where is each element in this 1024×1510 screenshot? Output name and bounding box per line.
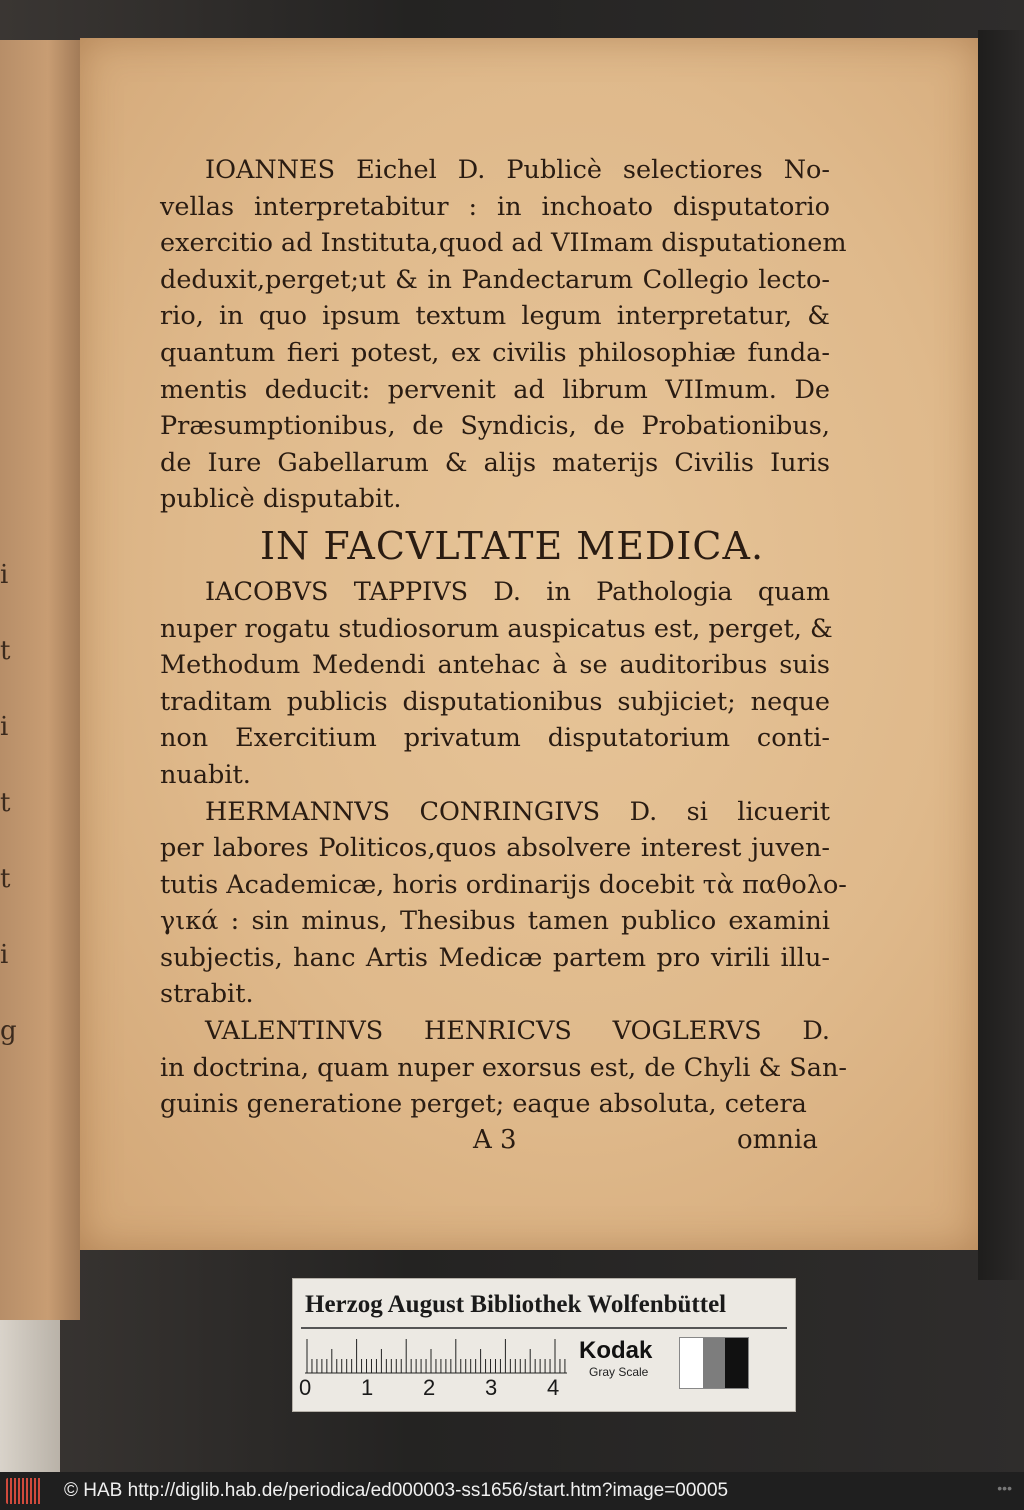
page-text [160, 152, 848, 1123]
margin-glyph: i [0, 712, 9, 742]
text-line: per labores Politicos,quos absolvere interest juven- [160, 833, 830, 864]
ruler-number: 4 [547, 1375, 560, 1400]
gray-scale-patches [679, 1337, 749, 1389]
ruler-number: 0 [299, 1375, 312, 1400]
text-line: deduxit,perget;ut & in Pandectarum Collegio lecto- [160, 264, 830, 295]
margin-glyph: g [0, 1016, 17, 1046]
text-line: HERMANNVS CONRINGIVS D. si licuerit [205, 796, 830, 827]
section-heading: IN FACVLTATE MEDICA. [260, 523, 765, 568]
gray-patch [703, 1338, 726, 1388]
margin-glyph: t [0, 788, 11, 818]
footer-bar [0, 1472, 1024, 1510]
ruler-number: 3 [485, 1375, 498, 1400]
gray-scale-label: Gray Scale [589, 1365, 649, 1379]
gray-patch [725, 1338, 748, 1388]
kodak-logo: Kodak [579, 1337, 653, 1364]
page-shadow [978, 30, 1024, 1280]
text-line: IACOBVS TAPPIVS D. in Pathologia quam [205, 576, 830, 607]
ruler-number: 2 [423, 1375, 436, 1400]
target-title: Herzog August Bibliothek Wolfenbüttel [305, 1291, 727, 1318]
text-line: γικά : sin minus, Thesibus tamen publico examini [160, 906, 830, 937]
margin-glyph: i [0, 940, 9, 970]
text-line: VALENTINVS HENRICVS VOGLERVS D. [205, 1016, 830, 1047]
text-line: vellas interpretabitur : in inchoato disputatorio [160, 191, 830, 222]
left-page-margin-glyphs [0, 560, 20, 1092]
text-line: strabit. [160, 979, 254, 1010]
scale-ruler [305, 1335, 567, 1375]
binding-edge [0, 1320, 60, 1472]
catchword: omnia [737, 1125, 818, 1155]
text-line: exercitio ad Instituta,quod ad VIImam disputationem [160, 228, 847, 259]
text-line: Methodum Medendi antehac à se auditoribus suis [160, 650, 830, 681]
text-line: de Iure Gabellarum & alijs materijs Civilis Iuris [160, 447, 830, 478]
text-line: tutis Academicæ, horis ordinarijs docebit τὰ παθολο- [160, 869, 847, 900]
margin-glyph: i [0, 560, 9, 590]
text-line: nuper rogatu studiosorum auspicatus est, perget, & [160, 613, 833, 644]
text-line: rio, in quo ipsum textum legum interpretatur, & [160, 301, 830, 332]
text-line: publicè disputabit. [160, 484, 402, 515]
text-line: subjectis, hanc Artis Medicæ partem pro virili illu- [160, 942, 830, 973]
text-line: guinis generatione perget; eaque absoluta, cetera [160, 1089, 807, 1120]
text-line: Præsumptionibus, de Syndicis, de Probationibus, [160, 411, 830, 442]
text-line: non Exercitium privatum disputatorium conti- [160, 723, 830, 754]
ruler-number: 1 [361, 1375, 374, 1400]
text-line: in doctrina, quam nuper exorsus est, de Chyli & San- [160, 1052, 848, 1083]
text-line: traditam publicis disputationibus subjiciet; neque [160, 686, 830, 717]
barcode-icon[interactable] [6, 1478, 42, 1504]
margin-glyph: t [0, 864, 11, 894]
text-line: nuabit. [160, 759, 251, 790]
gray-patch [680, 1338, 703, 1388]
color-target [292, 1278, 796, 1412]
target-divider [301, 1327, 787, 1329]
text-line: IOANNES Eichel D. Publicè selectiores No- [205, 155, 830, 185]
source-url[interactable]: © HAB http://diglib.hab.de/periodica/ed000003-ss1656/start.htm?image=00005 [64, 1480, 729, 1501]
more-menu-icon[interactable]: ••• [997, 1480, 1012, 1496]
margin-glyph: t [0, 636, 11, 666]
signature-mark: A 3 [473, 1125, 517, 1155]
text-line: mentis deducit: pervenit ad librum VIImum. De [160, 374, 830, 405]
text-line: quantum fieri potest, ex civilis philosophiæ funda- [160, 337, 830, 368]
ruler-numbers [293, 1375, 573, 1405]
